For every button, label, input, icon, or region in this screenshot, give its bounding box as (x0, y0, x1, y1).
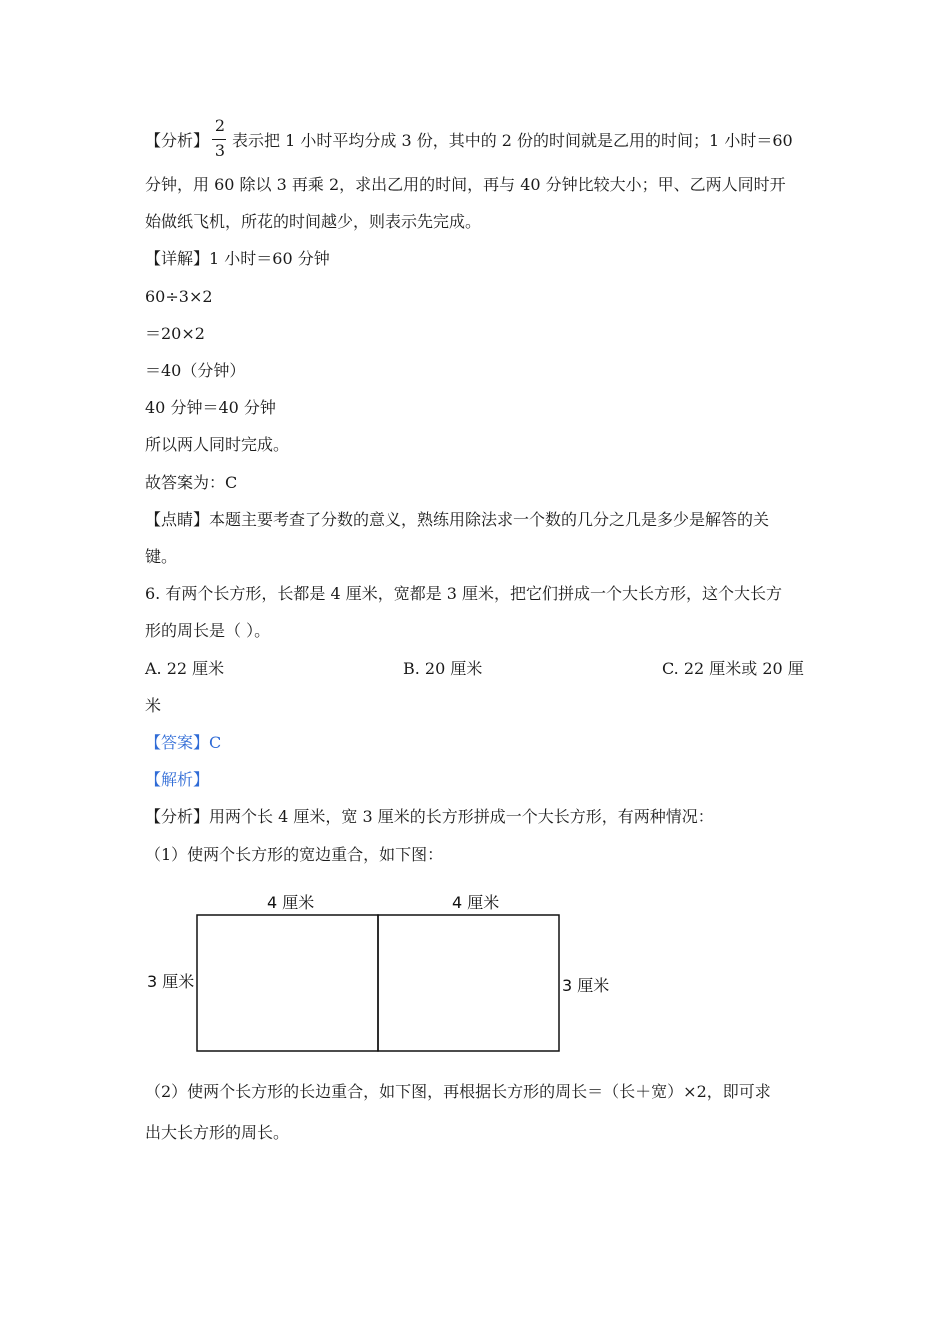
option-c: C. 22 厘米或 20 厘 (662, 659, 804, 678)
question-6-line-2: 形的周长是（ ）。 (145, 621, 271, 640)
option-a: A. 22 厘米 (145, 659, 225, 678)
detail-line-7: 故答案为：C (145, 473, 238, 492)
option-c-continued: 米 (145, 696, 162, 715)
analysis-line-1-rest: 表示把 1 小时平均分成 3 份，其中的 2 份的时间就是乙用的时间；1 小时＝60 (232, 131, 793, 150)
analysis2-case-2-line-1: （2）使两个长方形的长边重合，如下图，再根据长方形的周长＝（长＋宽）×2，即可求 (145, 1082, 771, 1101)
analysis2-case-1: （1）使两个长方形的宽边重合，如下图： (145, 845, 444, 864)
detail-line-3: ＝20×2 (145, 324, 205, 343)
analysis-line-1 (145, 130, 209, 152)
fraction-bar (212, 139, 226, 140)
detail-line-6: 所以两人同时完成。 (145, 435, 290, 454)
answer-label: 【答案】C (145, 733, 222, 752)
jiexi-label: 【解析】 (145, 770, 210, 789)
comment-line-2: 键。 (145, 547, 178, 566)
fraction-denominator: 3 (214, 141, 226, 160)
analysis-line-3: 始做纸飞机，所花的时间越少，则表示先完成。 (145, 212, 482, 231)
top-left-length-label: 4 厘米 (267, 893, 315, 912)
detail-line-1: 【详解】1 小时＝60 分钟 (145, 249, 330, 268)
detail-line-4: ＝40（分钟） (145, 361, 246, 380)
right-rectangle (378, 915, 559, 1051)
right-width-label: 3 厘米 (562, 976, 610, 995)
analysis2-case-2-line-2: 出大长方形的周长。 (145, 1123, 290, 1142)
fraction-numerator: 2 (214, 116, 226, 135)
top-right-length-label: 4 厘米 (452, 893, 500, 912)
left-rectangle (197, 915, 378, 1051)
detail-line-5: 40 分钟＝40 分钟 (145, 398, 276, 417)
question-6-line-1: 6. 有两个长方形，长都是 4 厘米，宽都是 3 厘米，把它们拼成一个大长方形，这个大长方 (145, 584, 783, 603)
analysis2-line-1: 【分析】用两个长 4 厘米，宽 3 厘米的长方形拼成一个大长方形，有两种情况： (145, 807, 714, 826)
option-b: B. 20 厘米 (403, 659, 483, 678)
analysis-line-2: 分钟，用 60 除以 3 再乘 2，求出乙用的时间，再与 40 分钟比较大小；甲、乙两人同时开 (145, 175, 786, 194)
rectangles-figure (140, 888, 620, 1063)
comment-line-1: 【点睛】本题主要考查了分数的意义，熟练用除法求一个数的几分之几是多少是解答的关 (145, 510, 770, 529)
detail-line-2: 60÷3×2 (145, 287, 213, 306)
analysis-prefix: 【分析】 (145, 131, 210, 150)
left-width-label: 3 厘米 (147, 972, 195, 991)
